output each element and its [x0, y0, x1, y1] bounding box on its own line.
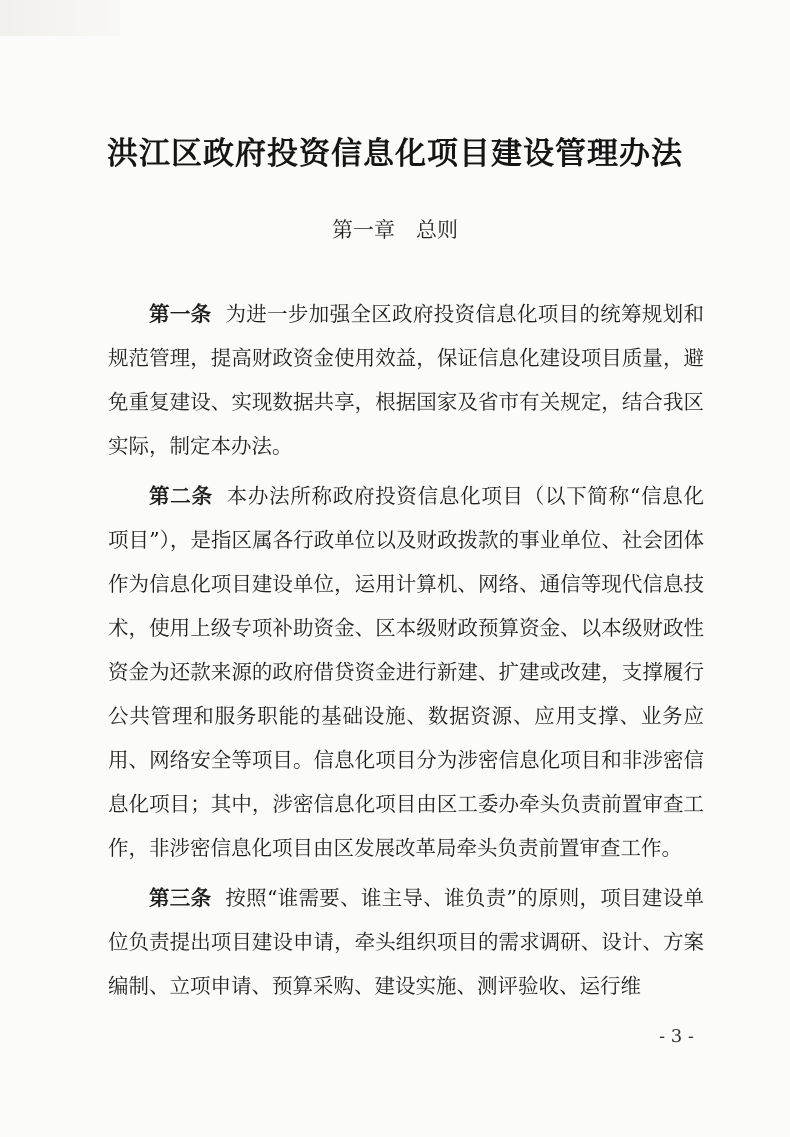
document-title: 洪江区政府投资信息化项目建设管理办法	[107, 136, 683, 172]
page-number: - 3 -	[658, 1026, 694, 1047]
article-text: 本办法所称政府投资信息化项目（以下简称“信息化项目”），是指区属各行政单位以及财政拨款的事业单位、社会团体作为信息化项目建设单位，运用计算机、网络、通信等现代信息技术，使用上级专项补助资金、区本级财政预算资金、以本级财政性资金为还款来源的政府借贷资金进行新建、扩建或改建，支撑履行公共管理和服务职能的基础设施、数据资源、应用支撑、业务应用、网络安全等项目。信息化项目分为涉密信息化项目和非涉密信息化项目；其中，涉密信息化项目由区工委办牵头负责前置审查工作，非涉密信息化项目由区发展改革局牵头负责前置审查工作。	[108, 484, 705, 860]
article-label: 第一条	[149, 302, 212, 326]
chapter-heading: 第一章 总则	[332, 218, 458, 242]
article-label: 第三条	[149, 886, 212, 910]
article-1	[108, 292, 704, 468]
article-text: 按照“谁需要、谁主导、谁负责”的原则，项目建设单位负责提出项目建设申请，牵头组织项目的需求调研、设计、方案编制、立项申请、预算采购、建设实施、测评验收、运行维	[108, 886, 704, 998]
article-text: 为进一步加强全区政府投资信息化项目的统筹规划和规范管理，提高财政资金使用效益，保证信息化建设项目质量，避免重复建设、实现数据共享，根据国家及省市有关规定，结合我区实际，制定本办法。	[108, 302, 705, 458]
scan-margin-shade	[0, 0, 120, 36]
document-body	[108, 292, 704, 1014]
article-2	[108, 474, 704, 870]
article-3	[108, 876, 704, 1008]
article-label: 第二条	[149, 484, 213, 508]
